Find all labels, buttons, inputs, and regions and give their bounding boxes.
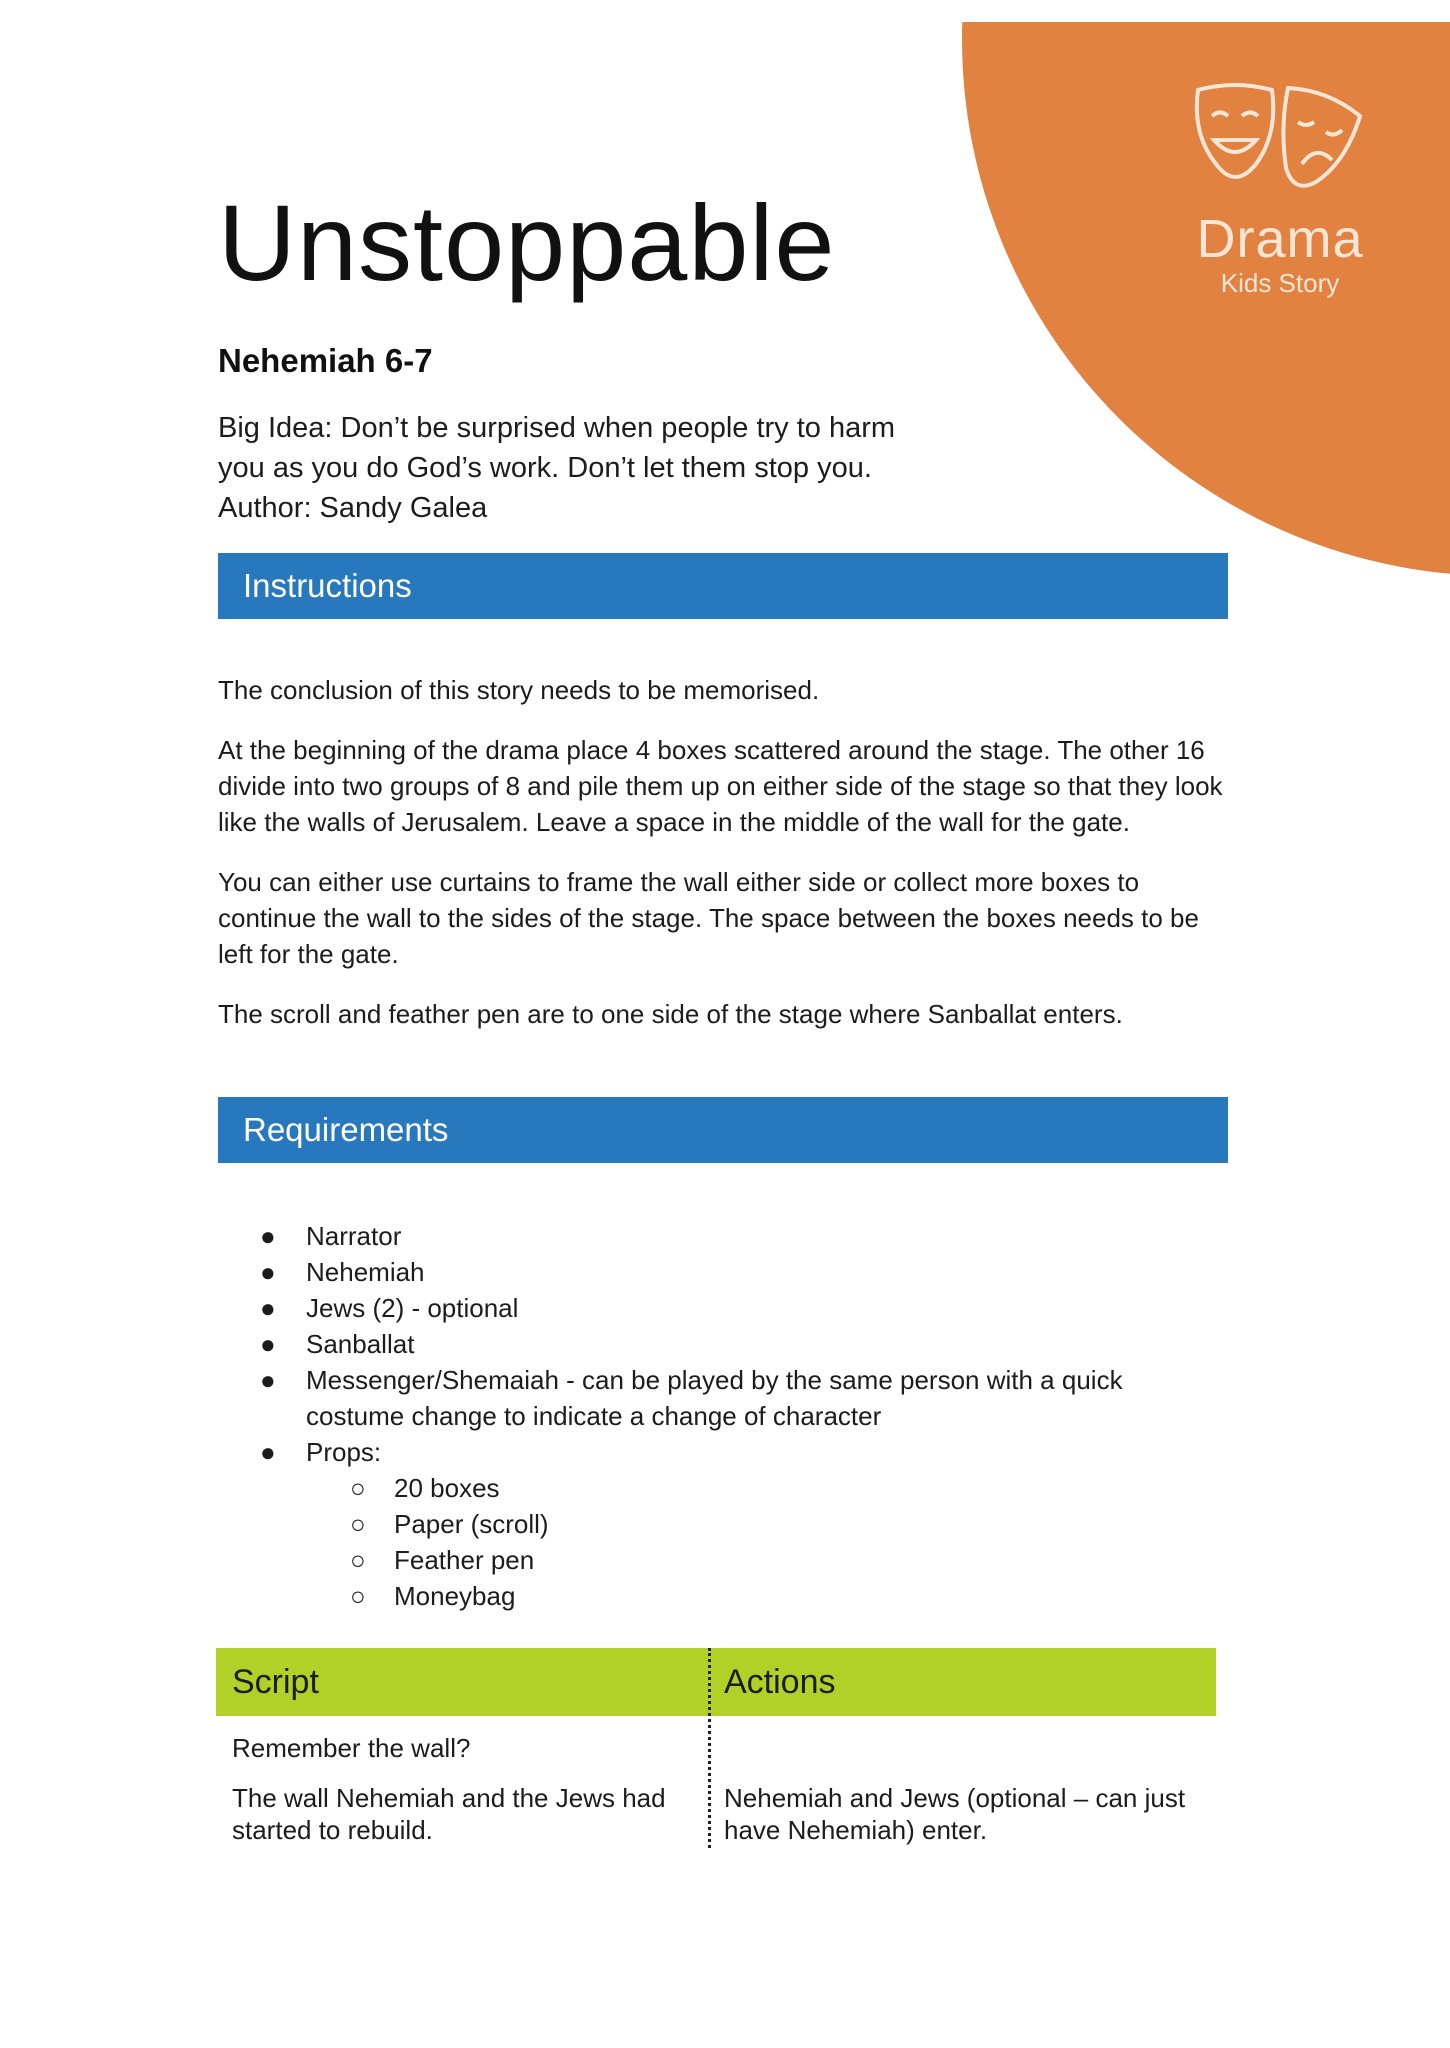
bullet-icon: ● — [260, 1329, 276, 1359]
list-item: ● Props: — [218, 1434, 1228, 1470]
prop-item: ○ Moneybag — [218, 1578, 1228, 1614]
script-column-header: Script — [232, 1663, 319, 1701]
script-table-header — [216, 1648, 1216, 1716]
big-idea-line: you as you do God’s work. Don’t let them stop you. — [218, 452, 872, 484]
list-item: ● Nehemiah — [218, 1254, 1228, 1290]
prop-item: ○ Feather pen — [218, 1542, 1228, 1578]
theatre-masks-icon — [1190, 82, 1370, 212]
big-idea-line: Big Idea: Don’t be surprised when people try to harm — [218, 412, 896, 444]
bullet-icon: ● — [260, 1221, 276, 1251]
author-line: Author: Sandy Galea — [218, 492, 488, 524]
circle-bullet-icon: ○ — [350, 1473, 366, 1503]
action-cell: Nehemiah and Jews (optional – can just have Nehemiah) enter. — [724, 1783, 1186, 1845]
circle-bullet-icon: ○ — [350, 1581, 366, 1611]
badge-subtitle: Kids Story — [1220, 268, 1340, 298]
instructions-heading: Instructions — [218, 553, 1228, 619]
circle-bullet-icon: ○ — [350, 1509, 366, 1539]
script-cell: The wall Nehemiah and the Jews had started to rebuild. — [232, 1783, 666, 1845]
scripture-reference: Nehemiah 6-7 — [218, 342, 433, 379]
requirements-list — [218, 1218, 1228, 1614]
circle-bullet-icon: ○ — [350, 1545, 366, 1575]
list-item: ● Sanballat — [218, 1326, 1228, 1362]
big-idea-block — [218, 408, 978, 528]
column-divider — [708, 1648, 711, 1848]
list-item: ● Jews (2) - optional — [218, 1290, 1228, 1326]
bullet-icon: ● — [260, 1437, 276, 1467]
bullet-icon: ● — [260, 1365, 276, 1395]
instruction-paragraph: The scroll and feather pen are to one side of the stage where Sanballat enters. — [218, 999, 1123, 1029]
prop-item: ○ Paper (scroll) — [218, 1506, 1228, 1542]
instructions-body — [218, 672, 1228, 1056]
instruction-paragraph: At the beginning of the drama place 4 boxes scattered around the stage. The other 16 divide into two groups of 8 and pile them up on either side of the stage so that they look like the walls of Jerusalem. Leave a space in the middle of the wall for the gate. — [218, 735, 1223, 837]
bullet-icon: ● — [260, 1293, 276, 1323]
list-item: ● Messenger/Shemaiah - can be played by the same person with a quick costume change to indicate a change of character — [218, 1362, 1228, 1434]
instruction-paragraph: You can either use curtains to frame the wall either side or collect more boxes to continue the wall to the sides of the stage. The space between the boxes needs to be left for the gate. — [218, 867, 1199, 969]
list-item: ● Narrator — [218, 1218, 1228, 1254]
requirements-heading: Requirements — [218, 1097, 1228, 1163]
actions-column-header: Actions — [724, 1663, 836, 1701]
badge-title: Drama — [1196, 209, 1364, 269]
script-cell: Remember the wall? — [232, 1733, 471, 1763]
page-title: Unstoppable — [218, 182, 836, 303]
prop-item: ○ 20 boxes — [218, 1470, 1228, 1506]
bullet-icon: ● — [260, 1257, 276, 1287]
instruction-paragraph: The conclusion of this story needs to be memorised. — [218, 675, 820, 705]
